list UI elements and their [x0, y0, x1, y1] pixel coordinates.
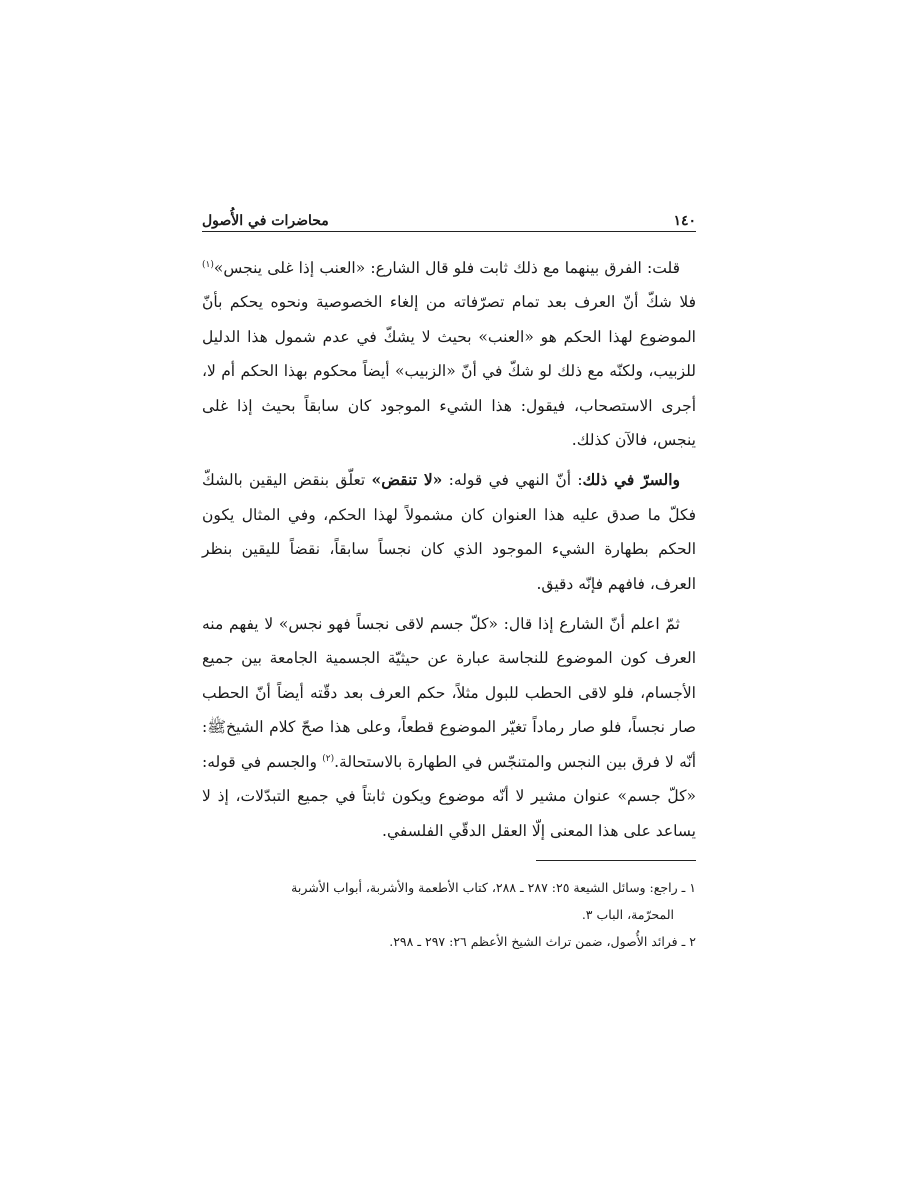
footnote-1-continued: المحرّمة، الباب ٣.	[581, 907, 674, 922]
paragraph-2-lead: والسرّ في ذلك	[582, 470, 680, 490]
book-page	[202, 0, 696, 1200]
paragraph-2-text-b: تعلّق بنقض اليقين بالشكّ فكلّ ما صدق عليه هذا العنوان كان مشمولاً لهذا الحكم، وفي المثال يكون الحكم بطهارة الشيء الموجود الذي كان نجساً سابقاً، نقضاً لليقين بنظر العرف، فافهم فإنّه دقيق.	[202, 471, 696, 593]
paragraph-3-text-c: والجسم في قوله: «كلّ جسم» عنوان مشير لا أنّه موضوع ويكون ثابتاً في جميع التبدّلات، إذ لا يساعد على هذا المعنى إلّا العقل الدقّي الفلسفي.	[202, 752, 696, 840]
footnotes	[202, 874, 696, 955]
paragraph-3	[202, 607, 696, 848]
paragraph-2-text-a: : أنّ النهي في قوله:	[442, 471, 583, 490]
paragraph-3-text-a: ثمّ اعلم أنّ الشارع إذا قال: «كلّ جسم لاقى نجساً فهو نجس» لا يفهم منه العرف كون الموضوع للنجاسة عبارة عن حيثيّة الجسمية الجامعة بين جميع الأجسام، فلو لاقى الحطب للبول مثلاً، حكم العرف بعد دقّته أيضاً أنّ الحطب صار نجساً، فلو صار رماداً تغيّر الموضوع قطعاً، وعلى هذا صحّ كلام الشيخ	[202, 615, 696, 737]
quote-la-tanqud: «لا تنقض»	[371, 470, 443, 490]
paragraph-1-text: قلت: الفرق بينهما مع ذلك ثابت فلو قال الشارع: «العنب إذا غلى ينجس»	[213, 259, 680, 277]
paragraph-3-text-b: : أنّه لا فرق بين النجس والمتنجّس في الطهارة بالاستحالة.	[202, 718, 696, 771]
honorific-glyph: ﷺ	[207, 718, 226, 737]
footnote-rule	[536, 860, 696, 861]
main-text	[202, 251, 696, 848]
book-title: محاضرات في الأُصول	[202, 213, 329, 229]
paragraph-1	[202, 251, 696, 457]
footnote-1: ١ ـ راجع: وسائل الشيعة ٢٥: ٢٨٧ ـ ٢٨٨، كتاب الأطعمة والأشربة، أبواب الأشربة	[291, 880, 696, 895]
footnote-ref-2: (٢)	[322, 753, 335, 764]
header-rule	[202, 231, 696, 232]
footnote-2: ٢ ـ فرائد الأُصول، ضمن تراث الشيخ الأعظم ٢٦: ٢٩٧ ـ ٢٩٨.	[389, 934, 696, 949]
paragraph-1-continued: فلا شكّ أنّ العرف بعد تمام تصرّفاته من إلغاء الخصوصية ونحوه يحكم بأنّ الموضوع لهذا الحكم هو «العنب» بحيث لا يشكّ في عدم شمول هذا الدليل للزبيب، ولكنّه مع ذلك لو شكّ في أنّ «الزبيب» أيضاً محكوم بهذا الحكم أم لا، أجرى الاستصحاب، فيقول: هذا الشيء الموجود كان سابقاً بحيث إذا غلى ينجس، فالآن كذلك.	[202, 293, 696, 450]
page-number: ١٤٠	[673, 213, 696, 229]
paragraph-2	[202, 463, 696, 601]
running-head	[202, 205, 696, 229]
footnote-ref-1: (١)	[202, 259, 214, 270]
